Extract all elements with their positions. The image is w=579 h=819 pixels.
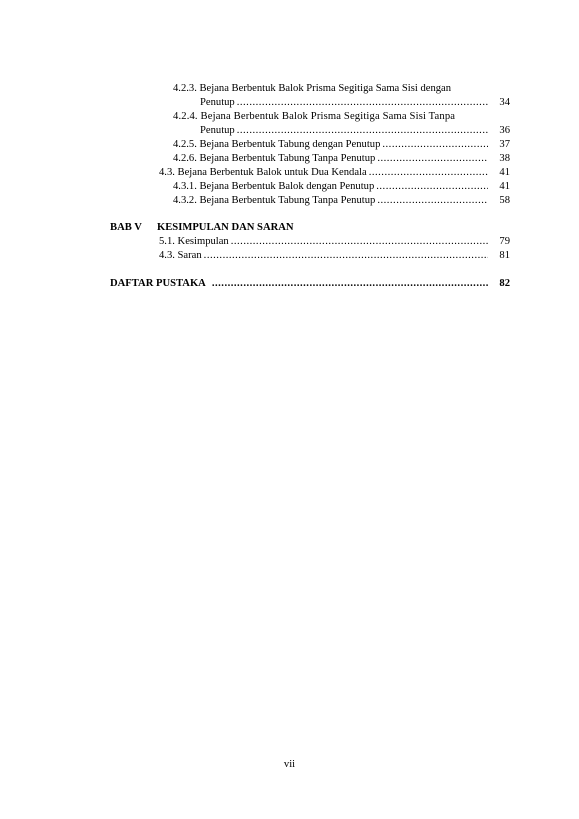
toc-entry-text: 4.2.4. Bejana Berbentuk Balok Prisma Segitiga Sama Sisi Tanpa [173, 111, 456, 122]
toc-entry-4-2-3-cont [0, 96, 579, 110]
toc-entry-text: 4.3. Bejana Berbentuk Balok untuk Dua Kendala [159, 167, 367, 178]
toc-entry-text: 4.3. Saran [159, 250, 202, 261]
toc-page-number: 41 [499, 167, 510, 178]
toc-page-number: 79 [499, 236, 510, 247]
toc-entry-text: Penutup [200, 125, 235, 136]
chapter-heading-bab-v [110, 221, 294, 235]
toc-page-number: 82 [499, 278, 510, 289]
leader-dots [377, 194, 488, 208]
leader-dots [237, 96, 488, 110]
leader-dots [212, 277, 488, 291]
toc-page-number: 37 [499, 139, 510, 150]
toc-entry-4-2-5 [0, 138, 579, 152]
toc-page-number: 81 [499, 250, 510, 261]
toc-page-number: 41 [499, 181, 510, 192]
toc-entry-text: Penutup [200, 97, 235, 108]
toc-entry-saran [0, 249, 579, 263]
leader-dots [369, 166, 488, 180]
toc-page-number: 34 [499, 97, 510, 108]
toc-entry-4-3-1 [0, 180, 579, 194]
toc-entry-4-2-6 [0, 152, 579, 166]
toc-entry-text: 4.2.3. Bejana Berbentuk Balok Prisma Segitiga Sama Sisi dengan [173, 83, 452, 94]
toc-entry-text: 5.1. Kesimpulan [159, 236, 229, 247]
leader-dots [376, 180, 488, 194]
toc-entry-daftar-pustaka [0, 277, 579, 291]
toc-entry-4-2-4 [0, 110, 579, 124]
toc-entry-text: 4.3.2. Bejana Berbentuk Tabung Tanpa Penutup [173, 195, 376, 206]
leader-dots [382, 138, 488, 152]
leader-dots [204, 249, 488, 263]
toc-entry-text: 4.3.1. Bejana Berbentuk Balok dengan Penutup [173, 181, 375, 192]
toc-entry-4-2-3 [0, 82, 579, 96]
leader-dots [237, 124, 488, 138]
leader-dots [377, 152, 488, 166]
toc-page-number: 58 [499, 195, 510, 206]
toc-entry-4-3 [0, 166, 579, 180]
toc-entry-5-1 [0, 235, 579, 249]
page-number: vii [283, 759, 296, 770]
leader-dots [231, 235, 488, 249]
toc-entry-4-2-4-cont [0, 124, 579, 138]
toc-entry-4-3-2 [0, 194, 579, 208]
toc-page-number: 36 [499, 125, 510, 136]
toc-entry-text: DAFTAR PUSTAKA [110, 278, 206, 289]
chapter-title: KESIMPULAN DAN SARAN [157, 222, 294, 233]
toc-page-number: 38 [499, 153, 510, 164]
chapter-number: BAB V [110, 222, 142, 233]
toc-entry-text: 4.2.6. Bejana Berbentuk Tabung Tanpa Penutup [173, 153, 376, 164]
toc-entry-text: 4.2.5. Bejana Berbentuk Tabung dengan Penutup [173, 139, 381, 150]
